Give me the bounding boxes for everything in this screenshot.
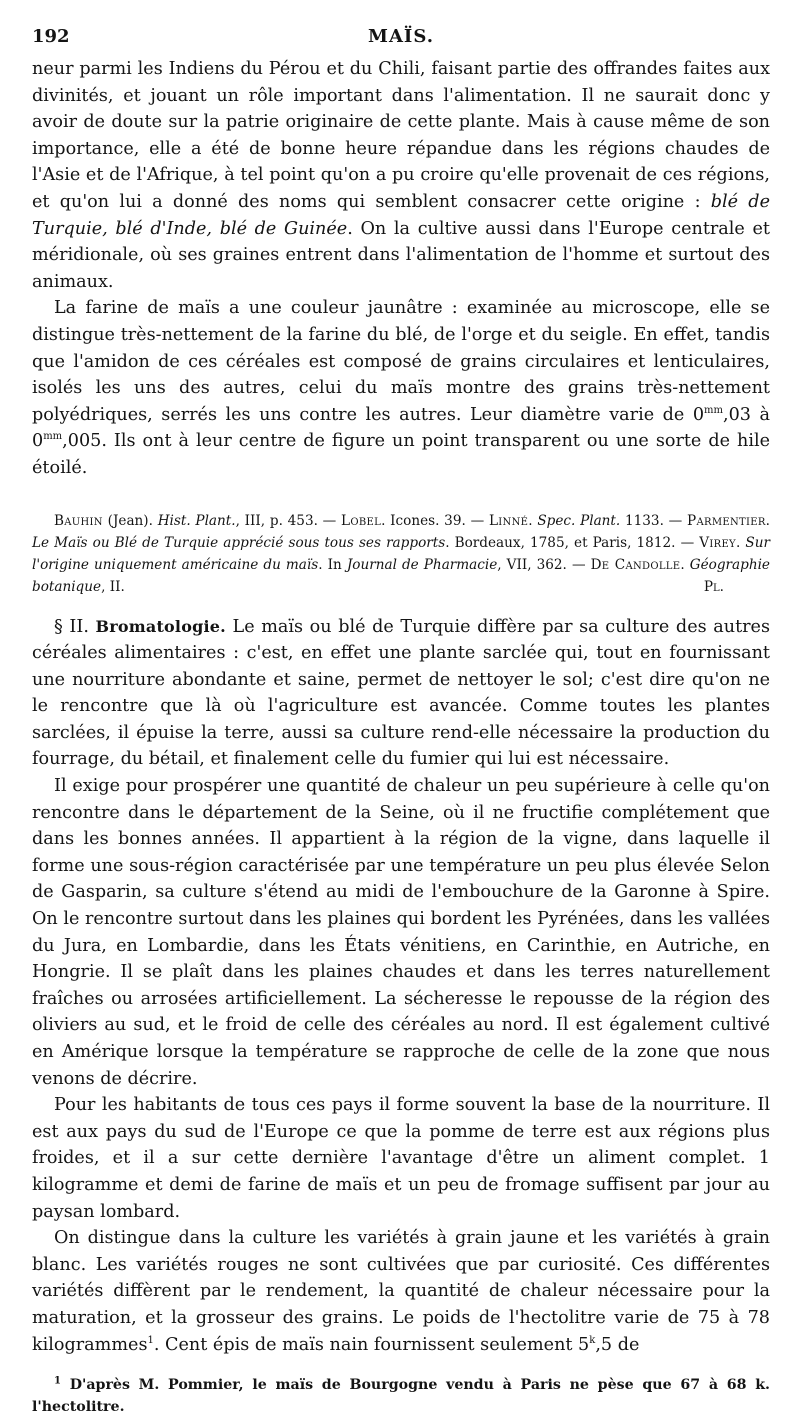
text: . In xyxy=(318,556,347,573)
work-title: Géographie botanique xyxy=(32,556,770,595)
text: On distingue dans la culture les variétés à grain jaune et les variétés à grain blanc. Les variétés rouges ne sont cultivées que par curiosité. Ces différentes variétés diffèrent par le rendement, la quantité de chaleur nécessaire pour la maturation, et la grosseur des grains. Le poids de l'hectolitre varie de 75 à 78 kilogrammes xyxy=(32,1228,770,1355)
work-title: Spec. Plant. xyxy=(537,512,621,529)
spacer xyxy=(32,598,770,614)
footnote-mark: 1 xyxy=(54,1375,61,1387)
text: Le maïs ou blé de Turquie diffère par sa culture des autres céréales alimentaires : c'est, en effet une plante sarclée qui, tout en fournissant une nourriture abondante et saine, permet de nettoyer le sol; c'est dire qu'on ne le rencontre que là où l'agriculture est avancée. Comme toutes les plantes sarclées, il épuise la terre, aussi sa culture rend-elle nécessaire la production du fourrage, du bétail, et finalement celle du fumier qui lui est nécessaire. xyxy=(32,616,770,770)
author: Virey xyxy=(699,534,736,551)
footnote xyxy=(32,1374,770,1418)
text: , VII, 362. — xyxy=(497,556,591,573)
section-bromatologie xyxy=(32,614,770,774)
italic-names: blé de Turquie, blé d'Inde, blé de Guinée xyxy=(32,191,770,239)
text: La farine de maïs a une couleur jaunâtre : examinée au microscope, elle se distingue très-nettement de la farine du blé, de l'orge et du seigle. En effet, tandis que l'amidon de ces céréales est composé de grains circulaires et lenticulaires, isolés les uns des autres, celui du maïs montre des grains très-nettement polyédriques, serrés les uns contre les autres. Leur diamètre varie de 0 xyxy=(32,298,770,425)
page-number: 192 xyxy=(32,26,70,47)
author: Parmentier xyxy=(687,512,766,529)
work-title: Journal de Pharmacie xyxy=(346,556,498,573)
text: . Icones. 39. — xyxy=(381,512,489,529)
paragraph-climate: Il exige pour prospérer une quantité de chaleur un peu supérieure à celle qu'on rencontre dans le département de la Seine, où il ne fructifie complétement que dans les bonnes années. Il appartient à la région de la vigne, dans laquelle il forme une sous-région caractérisée par une température un peu plus élevée Selon de Gasparin, sa culture s'étend au midi de l'embouchure de la Garonne à Spire. On le rencontre surtout dans les plaines qui bordent les Pyrénées, dans les vallées du Jura, en Lombardie, dans les États vénitiens, en Carinthie, en Autriche, en Hongrie. Il se plaît dans les plaines chaudes et dans les terres naturellement fraîches ou arrosées artificiellement. La sécheresse le repousse de la région des oliviers au sud, et le froid de celle des céréales au nord. Il est également cultivé en Amérique lorsque la température se rapproche de celle de la zone que nous venons de décrire. xyxy=(32,776,770,1089)
work-title: Hist. Plant. xyxy=(157,512,236,529)
text: . Cent épis de maïs nain fournissent seulement 5 xyxy=(153,1334,590,1355)
unit-superscript: k xyxy=(589,1334,596,1346)
unit-superscript: mm xyxy=(43,431,63,443)
text: (Jean). xyxy=(102,512,158,529)
text: . xyxy=(765,512,770,529)
text: . xyxy=(680,556,690,573)
text: , III, p. 453. — xyxy=(235,512,342,529)
author: De Candolle xyxy=(590,556,681,573)
text: ,005. Ils ont à leur centre de figure un point transparent ou une sorte de hile étoilé. xyxy=(32,431,770,478)
text: . xyxy=(735,534,746,551)
text: , II. xyxy=(101,578,125,595)
spacer xyxy=(32,1358,770,1368)
bibliography xyxy=(32,510,770,598)
unit-superscript: mm xyxy=(704,404,723,416)
author: Linné xyxy=(488,512,529,529)
paragraph-nutrition: Pour les habitants de tous ces pays il forme souvent la base de la nourriture. Il est aux pays du sud de l'Europe ce que la pomme de terre est aux régions plus froides, et il a sur cette dernière l'avantage d'être un aliment complet. 1 kilogramme et demi de farine de maïs et un peu de fromage suffisent par jour au paysan lombard. xyxy=(32,1095,770,1222)
running-title: MAÏS. xyxy=(368,26,434,47)
work-title: Sur l'origine uniquement américaine du maïs xyxy=(32,534,770,573)
text: neur parmi les Indiens du Pérou et du Chili, faisant partie des offrandes faites aux divinités, et jouant un rôle important dans l'alimentation. Il ne saurait donc y avoir de doute sur la patrie originaire de cette plante. Mais à cause même de son importance, elle a été de bonne heure répandue dans les régions chaudes de l'Asie et de l'Afrique, à tel point qu'on a pu croire qu'elle provenait de ces régions, et qu'on lui a donné des noms qui semblent consacrer cette origine : xyxy=(32,59,770,212)
author: Bauhin xyxy=(54,512,103,529)
section-number: § II. xyxy=(54,616,89,637)
text: . On la cultive aussi dans l'Europe centrale et méridionale, où ses graines entrent dans l'alimentation de l'homme et surtout des animaux. xyxy=(32,218,770,292)
text: ,5 de xyxy=(595,1334,640,1355)
running-head xyxy=(32,26,770,56)
text: . Bordeaux, 1785, et Paris, 1812. — xyxy=(445,534,700,551)
section-heading: Bromatologie. xyxy=(95,616,226,636)
text: ,03 à 0 xyxy=(32,404,770,452)
work-title: Le Maïs ou Blé de Turquie apprécié sous tous ses rapports xyxy=(32,534,446,551)
author-signature: Pl. xyxy=(703,578,724,595)
paragraph-flour xyxy=(32,295,770,481)
paragraph-varieties xyxy=(32,1225,770,1358)
footnote-text: D'après M. Pommier, le maïs de Bourgogne vendu à Paris ne pèse que 67 à 68 k. l'hectolitre. xyxy=(32,1377,770,1416)
text: . xyxy=(528,512,538,529)
text: 1133. — xyxy=(620,512,688,529)
author: Lobel xyxy=(341,512,382,529)
footnote-reference: 1 xyxy=(147,1334,154,1346)
paragraph-origin xyxy=(32,56,770,295)
